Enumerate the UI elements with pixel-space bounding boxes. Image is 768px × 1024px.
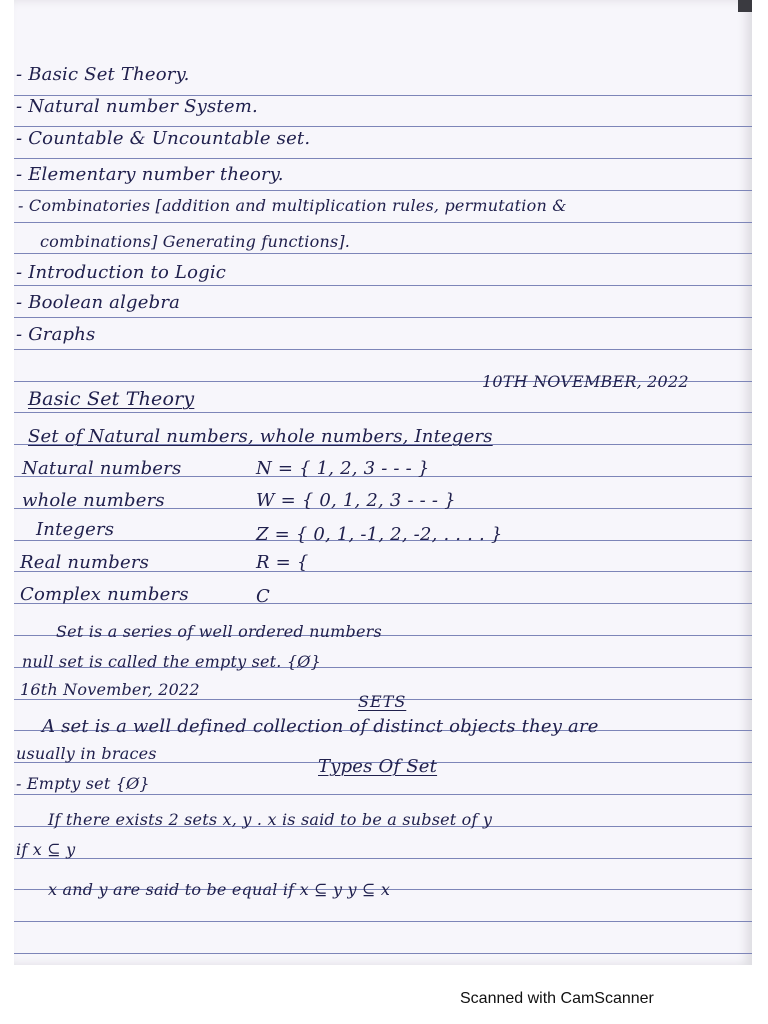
- notebook-page: [14, 0, 752, 965]
- syllabus-item: - Combinatories [addition and multiplication rules, permutation &: [18, 196, 567, 215]
- section-heading: Basic Set Theory: [28, 388, 195, 410]
- number-set-name: Real numbers: [20, 552, 150, 573]
- syllabus-item: - Boolean algebra: [16, 292, 181, 313]
- definition-line: - Empty set {Ø}: [16, 774, 150, 793]
- number-set-value: R = {: [256, 552, 309, 573]
- types-heading: Types Of Set: [318, 756, 438, 777]
- syllabus-item: - Basic Set Theory.: [16, 64, 190, 85]
- syllabus-item: - Countable & Uncountable set.: [16, 128, 311, 149]
- definition-line: A set is a well defined collection of distinct objects they are: [42, 716, 599, 737]
- note-line: Set is a series of well ordered numbers: [56, 622, 382, 641]
- note-line: null set is called the empty set. {Ø}: [22, 652, 321, 671]
- definition-line: x and y are said to be equal if x ⊆ y y ⊆ x: [48, 880, 391, 899]
- number-set-value: C: [256, 586, 270, 607]
- scan-edge: [738, 0, 752, 12]
- syllabus-item: - Elementary number theory.: [16, 164, 284, 185]
- syllabus-item: - Natural number System.: [16, 96, 258, 117]
- number-set-name: whole numbers: [22, 490, 165, 511]
- number-set-value: Z = { 0, 1, -1, 2, -2, . . . . }: [256, 524, 503, 545]
- number-set-name: Complex numbers: [20, 584, 189, 605]
- number-set-value: W = { 0, 1, 2, 3 - - - }: [256, 490, 456, 511]
- definition-line: If there exists 2 sets x, y . x is said to be a subset of y: [48, 810, 493, 829]
- syllabus-item-continued: combinations] Generating functions].: [40, 232, 351, 251]
- definition-line: usually in braces: [16, 744, 157, 763]
- date-heading: 16th November, 2022: [20, 680, 200, 699]
- number-set-value: N = { 1, 2, 3 - - - }: [256, 458, 430, 479]
- syllabus-item: - Introduction to Logic: [16, 262, 227, 283]
- sets-heading: SETS: [358, 692, 407, 711]
- number-set-name: Integers: [36, 519, 115, 540]
- definition-line: if x ⊆ y: [16, 840, 76, 859]
- date-heading: 10TH NOVEMBER, 2022: [482, 372, 689, 391]
- syllabus-item: - Graphs: [16, 324, 96, 345]
- scanner-watermark: Scanned with CamScanner: [460, 990, 654, 1007]
- number-set-name: Natural numbers: [22, 458, 182, 479]
- section-subheading: Set of Natural numbers, whole numbers, Integers: [28, 426, 493, 447]
